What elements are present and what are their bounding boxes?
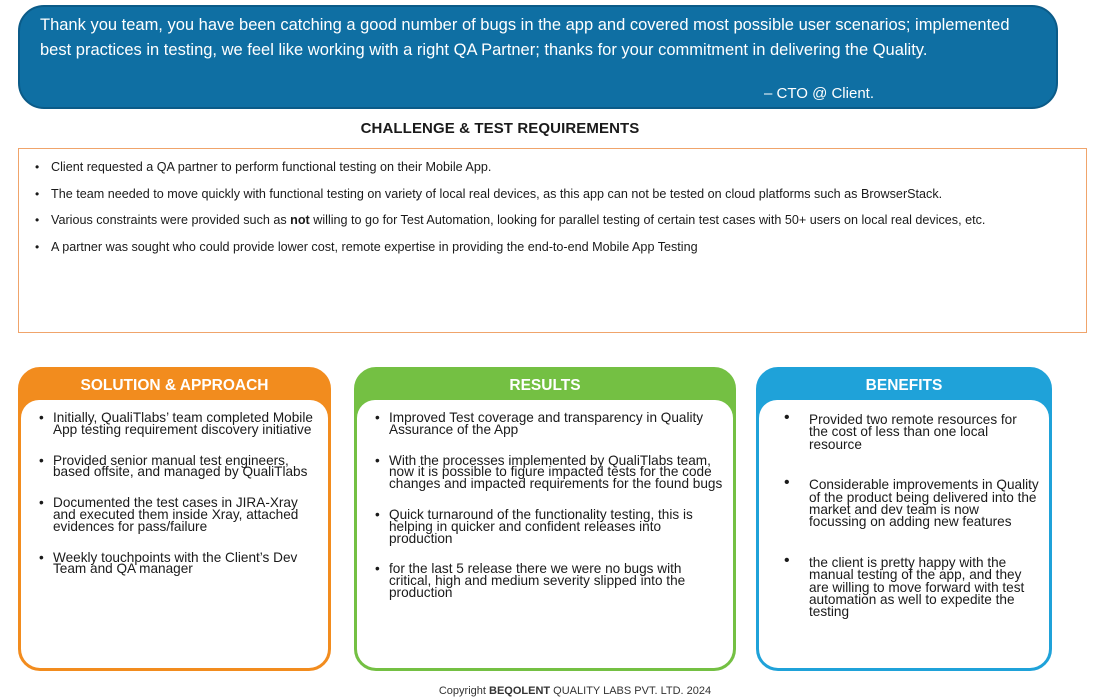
benefits-card: [756, 367, 1052, 671]
challenge-list: [33, 161, 1074, 253]
challenge-item-text: willing to go for Test Automation, looking for parallel testing of certain test cases with 50+ users on local real devices, etc.: [309, 213, 986, 227]
results-body: [357, 400, 733, 668]
solution-item: • Documented the test cases in JIRA-Xray and executed them inside Xray, attached evidences for pass/failure: [35, 497, 318, 532]
benefits-title: BENEFITS: [865, 377, 943, 394]
benefits-list: [781, 414, 1039, 619]
copyright-footer: [0, 685, 1110, 697]
benefits-item: • Considerable improvements in Quality of the product being delivered into the market and dev team is now focussing on adding new features: [781, 479, 1039, 529]
solution-title: SOLUTION & APPROACH: [80, 377, 269, 394]
challenge-item: • Client requested a QA partner to perform functional testing on their Mobile App.: [33, 161, 1074, 174]
challenge-item: • The team needed to move quickly with functional testing on variety of local real devices, as this app can not be tested on cloud platforms such as BrowserStack.: [33, 188, 1074, 201]
challenge-item: • A partner was sought who could provide lower cost, remote expertise in providing the end-to-end Mobile App Testing: [33, 241, 1074, 254]
challenge-item: [33, 214, 1074, 227]
testimonial-author: – CTO @ Client.: [764, 85, 874, 102]
footer-suffix: QUALITY LABS PVT. LTD. 2024: [550, 685, 712, 697]
results-card: [354, 367, 736, 671]
footer-prefix: Copyright: [438, 685, 489, 697]
challenge-box: [18, 148, 1087, 333]
benefits-item: • Provided two remote resources for the cost of less than one local resource: [781, 414, 1039, 451]
solution-item: • Weekly touchpoints with the Client’s Dev Team and QA manager: [35, 552, 318, 576]
testimonial-quote: Thank you team, you have been catching a good number of bugs in the app and covered most possible user scenarios; implemented best practices in testing, we feel like working with a right QA Partner; thanks for your commitment in delivering the Quality.: [40, 16, 1010, 59]
results-list: [371, 412, 723, 599]
challenge-item-emphasis: not: [290, 213, 310, 227]
solution-list: [35, 412, 318, 575]
results-item: • Quick turnaround of the functionality testing, this is helping in quicker and confident releases into production: [371, 509, 723, 544]
benefits-body: [759, 400, 1049, 668]
results-item: • With the processes implemented by QualiTlabs team, now it is possible to figure impacted tests for the code changes and impacted requirements for the found bugs: [371, 455, 723, 490]
solution-item: • Provided senior manual test engineers, based offsite, and managed by QualiTlabs: [35, 455, 318, 479]
testimonial-banner: [18, 5, 1058, 109]
challenge-item-text: Various constraints were provided such as: [51, 213, 291, 227]
solution-body: [21, 400, 328, 668]
results-item: • for the last 5 release there we were no bugs with critical, high and medium severity slipped into the production: [371, 563, 723, 598]
footer-brand: BEQOLENT: [489, 685, 551, 697]
solution-item: • Initially, QualiTlabs’ team completed Mobile App testing requirement discovery initiative: [35, 412, 318, 436]
results-title: RESULTS: [509, 377, 581, 394]
results-item: • Improved Test coverage and transparency in Quality Assurance of the App: [371, 412, 723, 436]
benefits-item: • the client is pretty happy with the manual testing of the app, and they are willing to move forward with test automation as well to expedite the testing: [781, 557, 1039, 619]
challenge-title: CHALLENGE & TEST REQUIREMENTS: [360, 120, 640, 137]
solution-card: [18, 367, 331, 671]
